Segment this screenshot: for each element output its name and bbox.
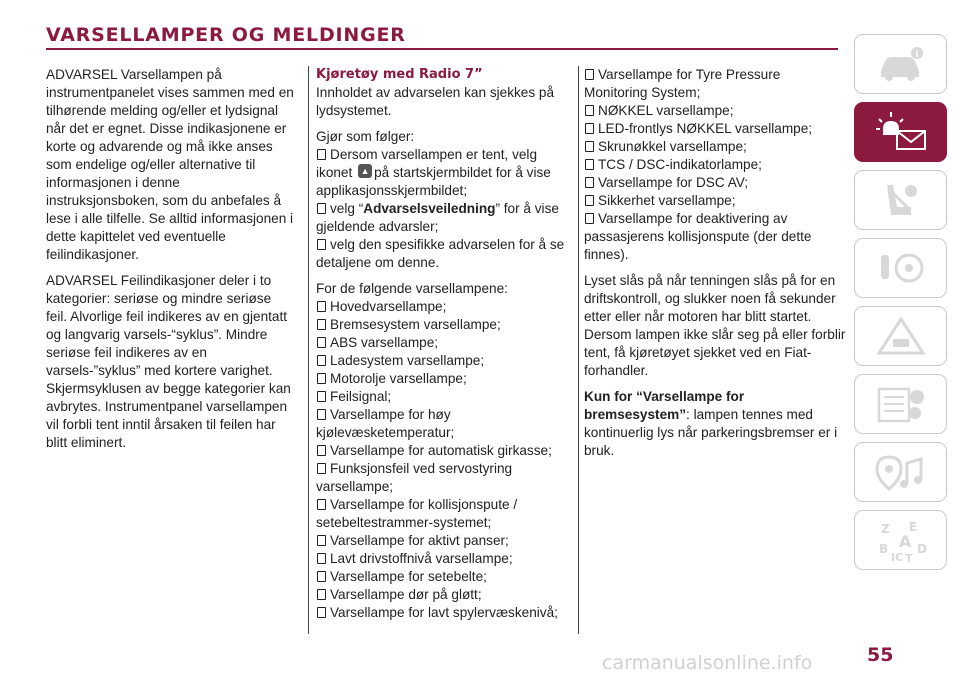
svg-text:E: E: [908, 520, 917, 534]
seat-safety-icon: [871, 177, 931, 223]
list-item: LED-frontlys NØKKEL varsellampe;: [584, 120, 846, 138]
list-item: NØKKEL varsellampe;: [584, 102, 846, 120]
intro-paragraph: Innholdet av advarselen kan sjekkes på lydsystemet.: [316, 85, 555, 118]
bullet-icon: [317, 149, 326, 160]
bullet-icon: [585, 213, 594, 224]
bullet-icon: [585, 195, 594, 206]
column-divider: [308, 66, 309, 634]
bullet-icon: [585, 177, 594, 188]
bullet-icon: [317, 409, 326, 420]
list-item: Varsellampe for DSC AV;: [584, 174, 846, 192]
section-heading: Kjøretøy med Radio 7”: [316, 67, 483, 82]
lamp-check-paragraph: Lyset slås på når tenningen slås på for en driftskontroll, og slukker noen få sekunder etter eller når motoren har blitt startet. Dersom lampen ikke slår seg på eller forblir tent, få kjøretøyet sjekket ved en Fiat-forhandler.: [584, 273, 846, 378]
svg-text:T: T: [904, 552, 913, 563]
svg-text:Z: Z: [880, 522, 890, 536]
bullet-icon: [317, 589, 326, 600]
list-item: Bremsesystem varsellampe;: [316, 316, 570, 334]
tab-multimedia[interactable]: [854, 442, 947, 502]
step-item: Dersom varsellampen er tent, velg ikonet ▲ på startskjermbildet for å vise applikasjonsskjermbildet;: [316, 147, 551, 198]
bullet-icon: [317, 499, 326, 510]
warning-paragraph-2: ADVARSEL Feilindikasjoner deler i to kategorier: seriøse og mindre seriøse feil. Alvorlige feil indikeres av en gjentatt og langvarig varsels-“syklus”. Mindre seriøse feil indikeres av en varsels-”syklus” med kortere varighet. Skjermsyklusen av begge kategorier kan avbrytes. Instrumentpanel varsellampen vil forbli tent inntil årsaken til feilen har blitt eliminert.: [46, 273, 291, 450]
emergency-triangle-icon: [871, 313, 931, 359]
maintenance-icon: [871, 381, 931, 427]
instrument-icon: ▲: [358, 164, 372, 178]
page-number: 55: [867, 644, 894, 666]
bullet-icon: [585, 141, 594, 152]
watermark: carmanualsonline.info: [602, 652, 813, 674]
warning-paragraph-1: ADVARSEL Varsellampen på instrumentpanelet vises sammen med en tilhørende melding og/eller et lydsignal når det er egnet. Disse indikasjonene er korte og advarende og må ikke anses som endelige og/eller alternative til informasjonen i denne instruksjonsboken, som du anbefales å lese i alle tilfelle. Se alltid informasjonen i dette kapittelet ved eventuelle feilindikasjoner.: [46, 67, 294, 262]
list-item: Varsellampe for høy kjølevæsketemperatur;: [316, 407, 455, 440]
column-divider: [578, 66, 579, 634]
tab-car-info[interactable]: [854, 34, 947, 94]
key-steering-icon: [871, 245, 931, 291]
warning-lamp-list: [584, 66, 846, 264]
warning-lights-messages-icon: [871, 109, 931, 155]
chapter-tabs: [854, 34, 947, 578]
bullet-icon: [585, 105, 594, 116]
bullet-icon: [317, 337, 326, 348]
car-info-icon: [871, 41, 931, 87]
column-1: [46, 66, 296, 460]
bullet-icon: [585, 69, 594, 80]
bullet-icon: [317, 239, 326, 250]
multimedia-icon: [871, 449, 931, 495]
step-item: velg den spesifikke advarselen for å se detaljene om denne.: [316, 237, 565, 270]
svg-text:D: D: [916, 542, 927, 556]
list-item: Hovedvarsellampe;: [316, 298, 570, 316]
bullet-icon: [317, 607, 326, 618]
list-item: ABS varsellampe;: [316, 334, 570, 352]
bullet-icon: [317, 445, 326, 456]
bullet-icon: [317, 553, 326, 564]
list-item: Feilsignal;: [316, 388, 570, 406]
bullet-icon: [317, 373, 326, 384]
tab-warning-lights[interactable]: [854, 102, 947, 162]
list-item: Varsellampe for deaktivering av passasjerens kollisjonspute (der dette finnes).: [584, 211, 812, 262]
tab-index[interactable]: [854, 510, 947, 570]
page-title: VARSELLAMPER OG MELDINGER: [46, 24, 406, 46]
bullet-icon: [317, 463, 326, 474]
tab-maintenance[interactable]: [854, 374, 947, 434]
column-3: [584, 66, 846, 468]
warning-lamp-list: [316, 298, 570, 622]
list-item: Funksjonsfeil ved servostyring varsellampe;: [316, 461, 513, 494]
brake-note-paragraph: Kun for “Varsellampe for bremsesystem”: lampen tennes med kontinuerlig lys når parkeringsbremser er i bruk.: [584, 389, 838, 458]
alphabetical-index-icon: [871, 517, 931, 563]
list-item: Skrunøkkel varsellampe;: [584, 138, 846, 156]
list-intro: For de følgende varsellampene:: [316, 281, 508, 296]
bullet-icon: [317, 301, 326, 312]
column-2: [316, 66, 570, 622]
list-item: Varsellampe for Tyre Pressure Monitoring System;: [584, 67, 781, 100]
bullet-icon: [317, 203, 326, 214]
list-item: Ladesystem varsellampe;: [316, 352, 570, 370]
list-item: Varsellampe for lavt spylervæskenivå;: [316, 604, 570, 622]
bullet-icon: [317, 535, 326, 546]
list-item: Varsellampe for automatisk girkasse;: [316, 442, 570, 460]
step-item: velg “Advarselsveiledning” for å vise gjeldende advarsler;: [316, 201, 559, 234]
bullet-icon: [585, 123, 594, 134]
svg-text:A: A: [898, 532, 911, 551]
title-rule: [46, 48, 838, 50]
list-item: Motorolje varsellampe;: [316, 370, 570, 388]
bullet-icon: [317, 571, 326, 582]
list-item: Varsellampe for kollisjonspute / setebeltestrammer-systemet;: [316, 497, 518, 530]
list-item: Varsellampe for aktivt panser;: [316, 532, 570, 550]
tab-emergency[interactable]: [854, 306, 947, 366]
svg-text:IC: IC: [890, 551, 903, 563]
list-item: Lavt drivstoffnivå varsellampe;: [316, 550, 570, 568]
bullet-icon: [317, 319, 326, 330]
bullet-icon: [317, 355, 326, 366]
list-item: Varsellampe for setebelte;: [316, 568, 570, 586]
tab-key-steering[interactable]: [854, 238, 947, 298]
list-item: TCS / DSC-indikatorlampe;: [584, 156, 846, 174]
list-item: Varsellampe dør på gløtt;: [316, 586, 570, 604]
svg-text:i: i: [914, 50, 919, 60]
tab-seat-safety[interactable]: [854, 170, 947, 230]
svg-text:B: B: [878, 542, 888, 556]
bullet-icon: [585, 159, 594, 170]
list-item: Sikkerhet varsellampe;: [584, 192, 846, 210]
bullet-icon: [317, 391, 326, 402]
procedure-label: Gjør som følger:: [316, 129, 415, 144]
